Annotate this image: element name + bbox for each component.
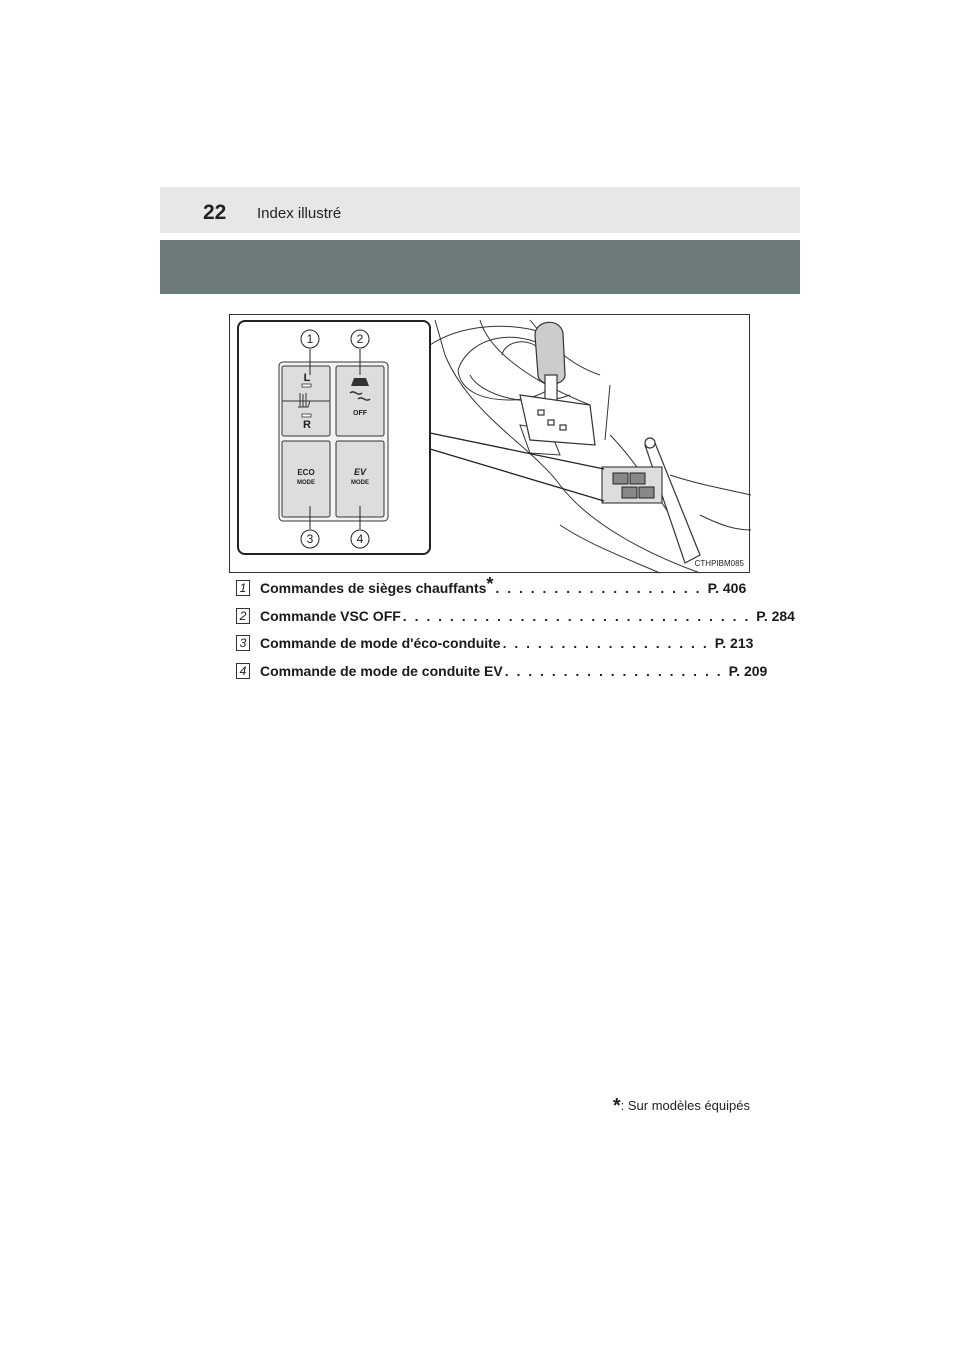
seat-right-label: R (303, 419, 311, 431)
item-number: 4 (236, 663, 250, 679)
list-item[interactable] (236, 606, 795, 626)
console-illustration (229, 314, 750, 573)
page-reference[interactable]: P. 284 (756, 607, 795, 624)
list-item[interactable] (236, 574, 747, 598)
footnote (613, 1095, 750, 1118)
callout-1-label: 1 (306, 332, 314, 346)
callout-4-label: 4 (356, 532, 364, 546)
vsc-off-label: OFF (353, 410, 367, 417)
console-drawing (230, 315, 751, 574)
item-number: 2 (236, 608, 250, 624)
leader-dots: . . . . . . . . . . . . . . . . . . (502, 635, 709, 651)
item-label: Commande de mode de conduite EV (260, 662, 503, 679)
list-item[interactable] (236, 661, 768, 681)
callout-2-label: 2 (356, 332, 364, 346)
header-bar (160, 187, 800, 233)
figure-code: CTHPIBM085 (694, 559, 744, 568)
list-item[interactable] (236, 633, 754, 653)
item-list (236, 574, 795, 688)
page-reference[interactable]: P. 209 (728, 662, 768, 679)
footnote-text: : Sur modèles équipés (620, 1098, 750, 1113)
page-reference[interactable]: P. 213 (714, 635, 754, 651)
leader-dots: . . . . . . . . . . . . . . . . . . . (504, 662, 723, 679)
section-band (160, 240, 800, 294)
vsc-off-switch (336, 366, 384, 436)
item-number: 1 (236, 580, 250, 596)
seat-left-label: L (303, 372, 311, 384)
item-label: Commandes de sièges chauffants* (260, 574, 494, 596)
ev-mode-switch (336, 441, 384, 517)
ev-label: EV (353, 467, 367, 477)
eco-label: ECO (297, 468, 315, 477)
callout-3-label: 3 (306, 532, 314, 546)
page-reference[interactable]: P. 406 (707, 580, 747, 596)
eco-mode-label: MODE (297, 480, 315, 486)
ev-mode-label: MODE (351, 480, 369, 486)
leader-dots: . . . . . . . . . . . . . . . . . . . . . . . . . . . . . . (402, 607, 751, 624)
item-number: 3 (236, 635, 250, 651)
section-title: Index illustré (257, 205, 342, 222)
leader-dots: . . . . . . . . . . . . . . . . . . (495, 580, 702, 596)
eco-mode-switch (282, 441, 330, 517)
item-label: Commande de mode d'éco-conduite (260, 635, 501, 651)
asterisk-icon: * (612, 1095, 621, 1117)
asterisk-icon: * (486, 574, 494, 594)
page-number: 22 (203, 201, 227, 224)
item-label: Commande VSC OFF (260, 607, 401, 624)
